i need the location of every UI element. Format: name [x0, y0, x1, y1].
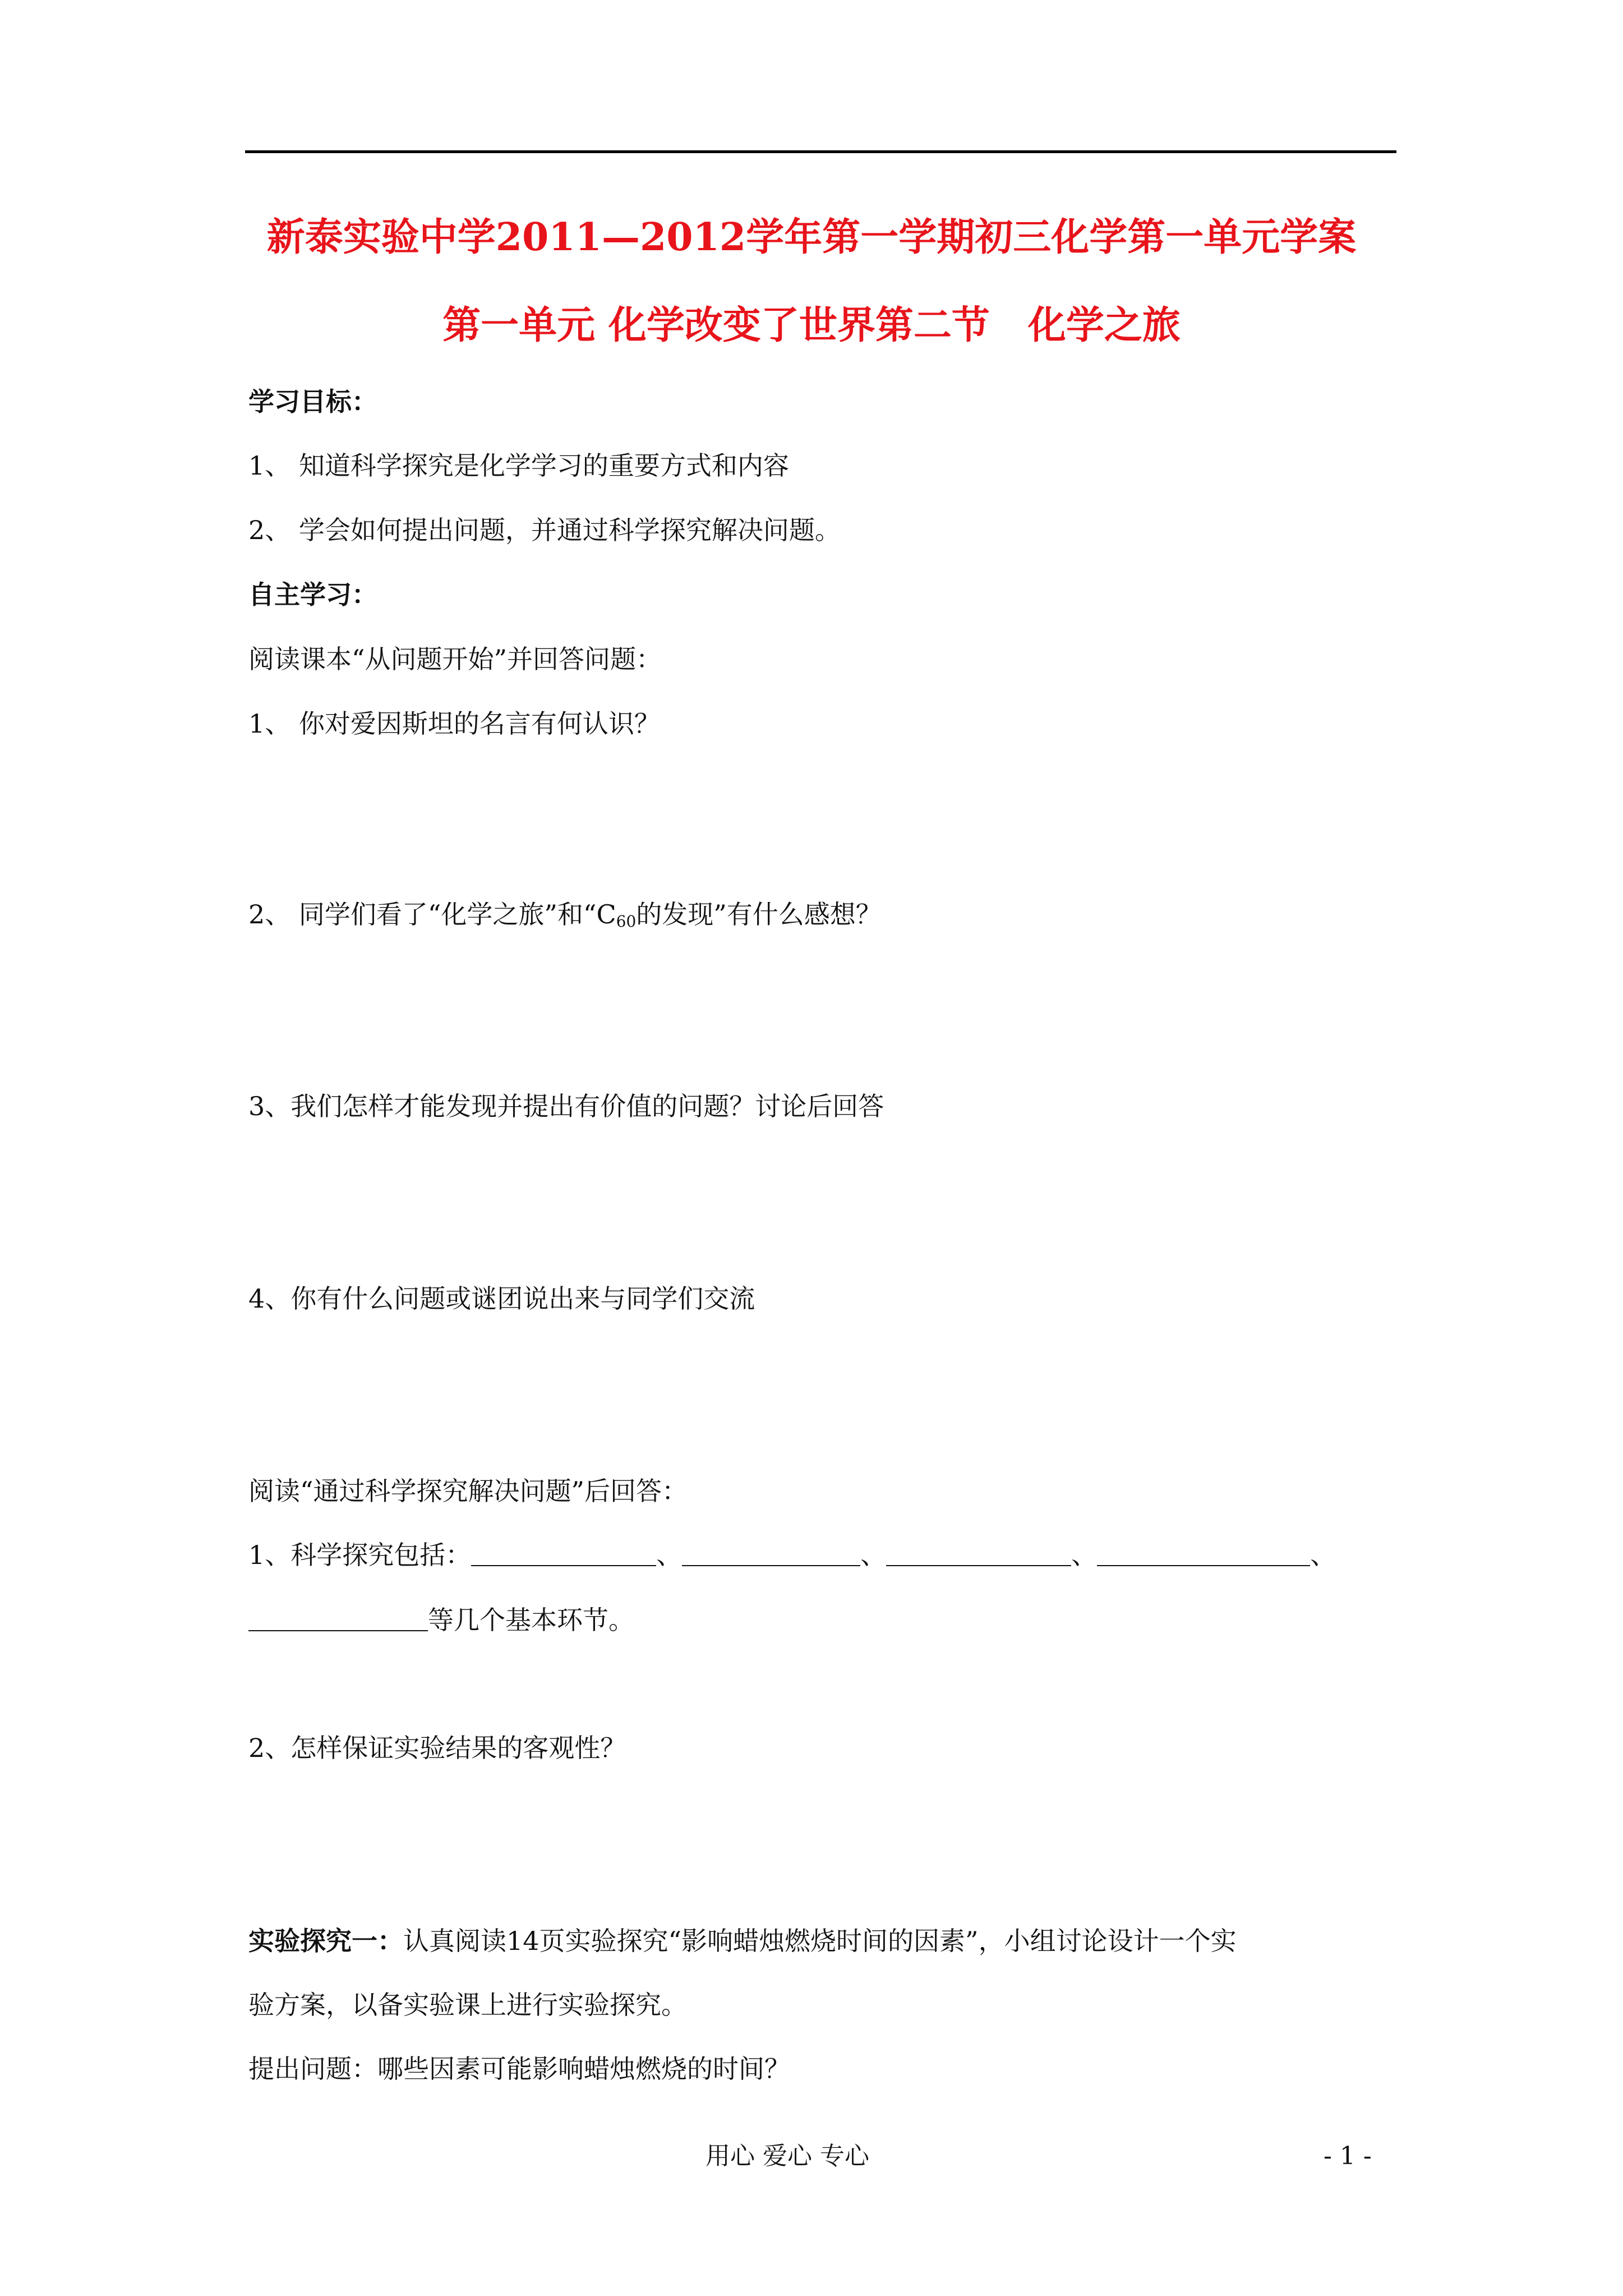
page-number: - 1 -	[1324, 2142, 1372, 2170]
header-rule	[245, 150, 1396, 153]
question-c60-part2: 的发现”有什么感想？	[636, 899, 882, 930]
experiment-line-2: 验方案，以备实验课上进行实验探究。	[248, 1990, 687, 2020]
question-c60-part1: 2、 同学们看了“化学之旅”和“C	[248, 899, 616, 930]
blank-separator: 、	[1071, 1540, 1098, 1570]
question-einstein: 1、 你对爱因斯坦的名言有何认识？	[248, 708, 660, 739]
blank-separator: 、	[860, 1540, 887, 1570]
question-share: 4、你有什么问题或谜团说出来与同学们交流	[248, 1283, 755, 1314]
inquiry-tail-text: 等几个基本环节。	[428, 1605, 634, 1635]
self-study-intro: 阅读课本“从问题开始”并回答问题：	[248, 644, 662, 674]
inquiry-label: 1、科学探究包括：	[248, 1540, 472, 1570]
objective-item-1: 1、 知道科学探究是化学学习的重要方式和内容	[248, 450, 789, 481]
fill-blank-4[interactable]	[1097, 1540, 1310, 1566]
question-objectivity: 2、怎样保证实验结果的客观性？	[248, 1733, 626, 1763]
inquiry-steps-tail	[248, 1603, 634, 1637]
reading2-intro: 阅读“通过科学探究解决问题”后回答：	[248, 1476, 688, 1506]
fill-blank-3[interactable]	[886, 1540, 1071, 1566]
question-valuable: 3、我们怎样才能发现并提出有价值的问题？讨论后回答	[248, 1091, 884, 1121]
fill-blank-5[interactable]	[248, 1605, 428, 1631]
document-title: 新泰实验中学2011—2012学年第一学期初三化学第一单元学案	[266, 215, 1357, 260]
question-inquiry-steps	[248, 1538, 1336, 1572]
fill-blank-2[interactable]	[682, 1540, 860, 1566]
experiment-text-1: 认真阅读14页实验探究“影响蜡烛燃烧时间的因素”，小组讨论设计一个实	[403, 1926, 1237, 1956]
experiment-label: 实验探究一：	[248, 1926, 403, 1956]
experiment-line-1	[248, 1924, 1237, 1958]
objective-item-2: 2、 学会如何提出问题，并通过科学探究解决问题。	[248, 515, 841, 545]
blank-separator: 、	[1310, 1540, 1336, 1570]
question-c60	[248, 898, 882, 938]
blank-separator: 、	[656, 1540, 683, 1570]
objectives-heading: 学习目标：	[248, 386, 377, 417]
experiment-question: 提出问题：哪些因素可能影响蜡烛燃烧的时间？	[248, 2054, 790, 2084]
footer-motto: 用心 爱心 专心	[706, 2142, 869, 2170]
self-study-heading: 自主学习：	[248, 579, 377, 610]
document-subtitle: 第一单元 化学改变了世界第二节 化学之旅	[442, 303, 1181, 348]
c60-subscript: 60	[616, 912, 637, 931]
fill-blank-1[interactable]	[471, 1540, 656, 1566]
